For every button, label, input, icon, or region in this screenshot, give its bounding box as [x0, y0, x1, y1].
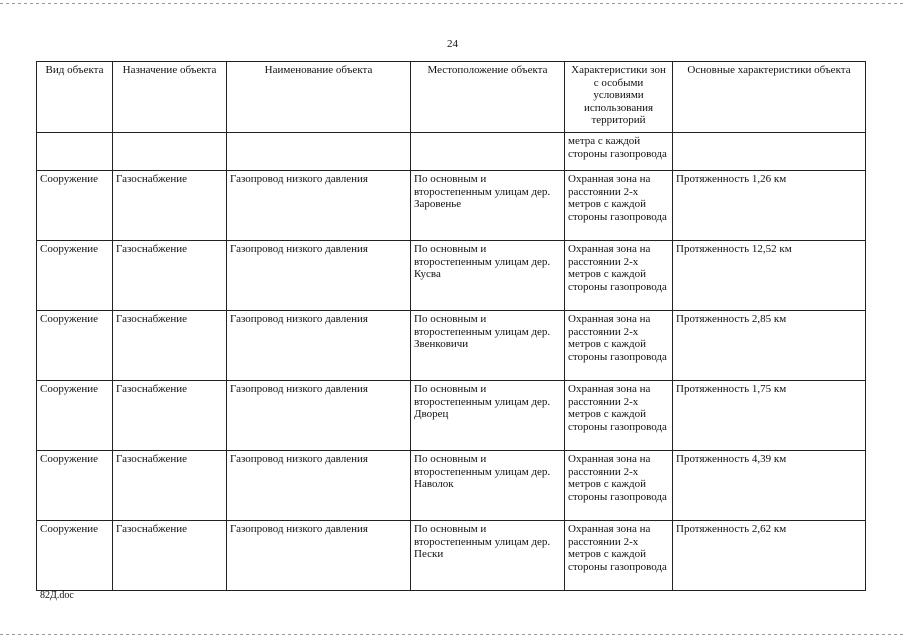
- cell-type: Сооружение: [37, 241, 113, 311]
- cell-zone: Охранная зона на расстоянии 2-х метров с каждой стороны газопровода: [565, 451, 673, 521]
- cell-type: Сооружение: [37, 171, 113, 241]
- cell-characteristics: Протяженность 4,39 км: [673, 451, 866, 521]
- cell-location: По основным и второстепенным улицам дер. Кусва: [411, 241, 565, 311]
- header-zone-characteristics: Характеристики зон с особыми условиями использования территорий: [565, 62, 673, 133]
- cell-type: Сооружение: [37, 521, 113, 591]
- table-row: [37, 451, 866, 521]
- cell-purpose: Газоснабжение: [113, 451, 227, 521]
- page-number: 24: [447, 38, 458, 50]
- cell-zone: Охранная зона на расстоянии 2-х метров с каждой стороны газопровода: [565, 521, 673, 591]
- cell-location: По основным и второстепенным улицам дер. Заровенье: [411, 171, 565, 241]
- table-row: [37, 241, 866, 311]
- cell-characteristics: Протяженность 1,26 км: [673, 171, 866, 241]
- cell-empty: [411, 133, 565, 171]
- cell-name: Газопровод низкого давления: [227, 521, 411, 591]
- cell-characteristics: Протяженность 1,75 км: [673, 381, 866, 451]
- cell-name: Газопровод низкого давления: [227, 171, 411, 241]
- cell-purpose: Газоснабжение: [113, 381, 227, 451]
- header-main-characteristics: Основные характеристики объекта: [673, 62, 866, 133]
- table-row: [37, 381, 866, 451]
- header-object-name: Наименование объекта: [227, 62, 411, 133]
- cell-name: Газопровод низкого давления: [227, 381, 411, 451]
- cell-empty: [227, 133, 411, 171]
- cell-empty: [673, 133, 866, 171]
- cell-name: Газопровод низкого давления: [227, 241, 411, 311]
- cell-purpose: Газоснабжение: [113, 311, 227, 381]
- cell-purpose: Газоснабжение: [113, 521, 227, 591]
- cell-empty: [113, 133, 227, 171]
- objects-table: [36, 61, 866, 591]
- cell-type: Сооружение: [37, 381, 113, 451]
- cell-characteristics: Протяженность 12,52 км: [673, 241, 866, 311]
- cell-location: По основным и второстепенным улицам дер. Дворец: [411, 381, 565, 451]
- table-header-row: [37, 62, 866, 133]
- cell-zone: Охранная зона на расстоянии 2-х метров с каждой стороны газопровода: [565, 311, 673, 381]
- scan-edge-bottom: [0, 634, 905, 635]
- cell-characteristics: Протяженность 2,62 км: [673, 521, 866, 591]
- header-object-location: Местоположение объекта: [411, 62, 565, 133]
- cell-empty: [37, 133, 113, 171]
- table-row: [37, 171, 866, 241]
- cell-zone: Охранная зона на расстоянии 2-х метров с каждой стороны газопровода: [565, 171, 673, 241]
- cell-zone: Охранная зона на расстоянии 2-х метров с каждой стороны газопровода: [565, 241, 673, 311]
- table-row: [37, 311, 866, 381]
- cell-location: По основным и второстепенным улицам дер. Звенковичи: [411, 311, 565, 381]
- cell-name: Газопровод низкого давления: [227, 451, 411, 521]
- cell-purpose: Газоснабжение: [113, 241, 227, 311]
- cell-characteristics: Протяженность 2,85 км: [673, 311, 866, 381]
- scan-edge-top: [0, 3, 905, 4]
- cell-type: Сооружение: [37, 451, 113, 521]
- header-object-type: Вид объекта: [37, 62, 113, 133]
- cell-location: По основным и второстепенным улицам дер. Пески: [411, 521, 565, 591]
- footer-file-name: 82Д.doc: [40, 590, 74, 601]
- cell-zone-continuation: метра с каждой стороны газопровода: [565, 133, 673, 171]
- cell-purpose: Газоснабжение: [113, 171, 227, 241]
- cell-zone: Охранная зона на расстоянии 2-х метров с каждой стороны газопровода: [565, 381, 673, 451]
- cell-name: Газопровод низкого давления: [227, 311, 411, 381]
- table-row-continuation: [37, 133, 866, 171]
- cell-location: По основным и второстепенным улицам дер. Наволок: [411, 451, 565, 521]
- cell-type: Сооружение: [37, 311, 113, 381]
- header-object-purpose: Назначение объекта: [113, 62, 227, 133]
- table-row: [37, 521, 866, 591]
